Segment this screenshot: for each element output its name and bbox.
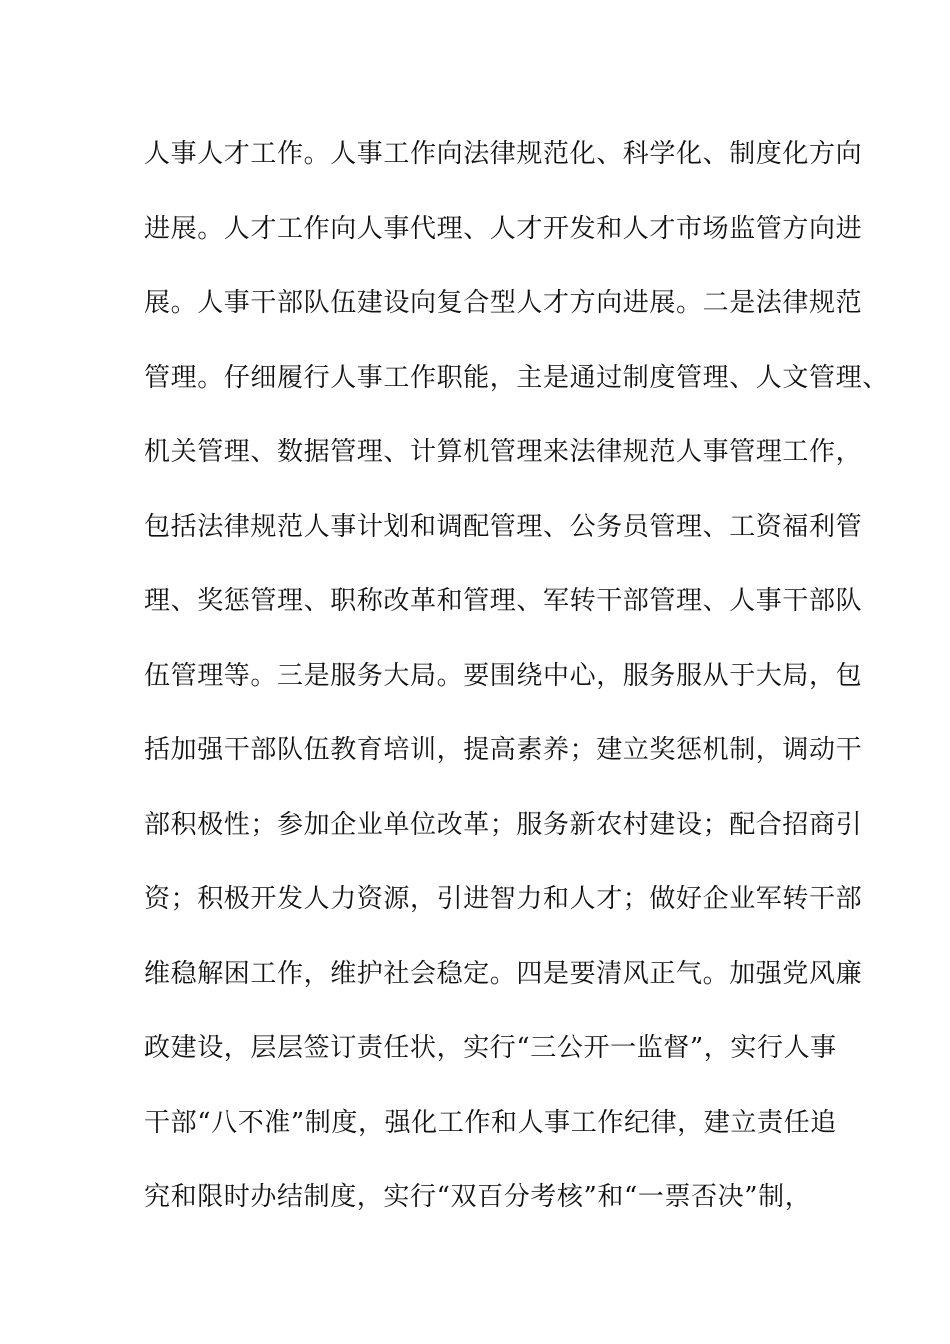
text-line: 理、奖惩管理、职称改革和管理、军转干部管理、人事干部队 xyxy=(144,586,863,616)
text-line: 维稳解困工作，维护社会稳定。四是要清风正气。加强党风廉 xyxy=(144,958,863,989)
body-text xyxy=(144,128,889,1246)
text-line: 人事人才工作。人事工作向法律规范化、科学化、制度化方向 xyxy=(144,139,863,169)
text-line: 资；积极开发人力资源，引进智力和人才；做好企业军转干部 xyxy=(144,884,863,914)
text-line: 干部“八不准”制度，强化工作和人事工作纪律，建立责任追 xyxy=(144,1107,837,1138)
text-line: 机关管理、数据管理、计算机管理来法律规范人事管理工作， xyxy=(144,437,863,467)
text-line: 进展。人才工作向人事代理、人才开发和人才市场监管方向进 xyxy=(144,213,863,244)
text-line: 括加强干部队伍教育培训，提高素养；建立奖惩机制，调动干 xyxy=(144,735,863,765)
text-line: 政建设，层层签订责任状，实行“三公开一监督”，实行人事 xyxy=(144,1033,837,1063)
text-line: 伍管理等。三是服务大局。要围绕中心，服务服从于大局，包 xyxy=(144,660,863,691)
text-line: 究和限时办结制度，实行“双百分考核”和“一票否决”制， xyxy=(144,1182,812,1212)
text-line: 包括法律规范人事计划和调配管理、公务员管理、工资福利管 xyxy=(144,511,863,542)
text-line: 部积极性；参加企业单位改革；服务新农村建设；配合招商引 xyxy=(144,809,863,840)
text-line: 管理。仔细履行人事工作职能，主是通过制度管理、人文管理、 xyxy=(144,362,889,393)
text-line: 展。人事干部队伍建设向复合型人才方向进展。二是法律规范 xyxy=(144,288,863,318)
